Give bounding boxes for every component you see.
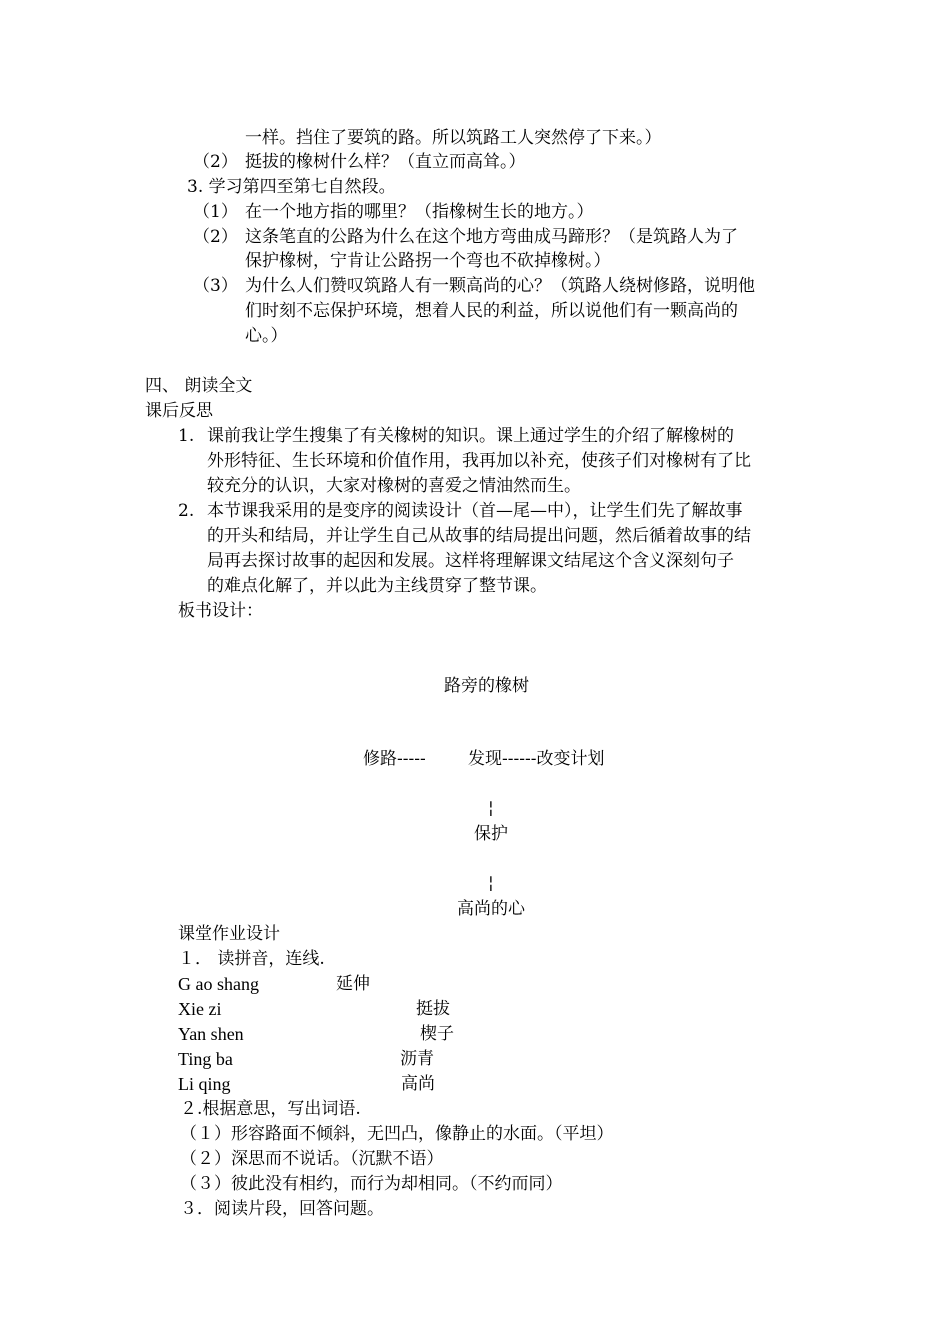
- pinyin-item: Yan shen: [178, 1024, 244, 1044]
- word-item: 高尚: [401, 1074, 435, 1094]
- section-heading: 四、 朗读全文: [145, 376, 253, 396]
- sub-question-number: （1）: [193, 202, 238, 222]
- pinyin-item: G ao shang: [178, 974, 259, 994]
- board-design-label: 板书设计：: [178, 601, 263, 621]
- homework-sub-question: （３）彼此没有相约，而行为却相同。（不约而同）: [180, 1174, 563, 1194]
- word-item: 延伸: [336, 974, 370, 994]
- word-item: 楔子: [420, 1024, 454, 1044]
- reflection-heading: 课后反思: [145, 401, 213, 421]
- reflection-text: 较充分的认识，大家对橡树的喜爱之情油然而生。: [207, 476, 581, 496]
- reflection-number: 2.: [178, 501, 195, 521]
- board-node-build-road: 修路-----: [363, 749, 426, 769]
- reflection-text: 外形特征、生长环境和价值作用，我再加以补充，使孩子们对橡树有了比: [207, 451, 751, 471]
- reflection-text: 的难点化解了，并以此为主线贯穿了整节课。: [207, 576, 547, 596]
- reflection-text: 局再去探讨故事的起因和发展。这样将理解课文结尾这个含义深刻句子: [207, 551, 734, 571]
- sub-question-number: （3）: [193, 276, 238, 296]
- pinyin-item: Ting ba: [178, 1049, 233, 1069]
- word-item: 沥青: [400, 1049, 434, 1069]
- sub-question-number: （2）: [193, 227, 238, 247]
- reflection-text: 课前我让学生搜集了有关橡树的知识。课上通过学生的介绍了解橡树的: [207, 426, 734, 446]
- homework-question: ２.根据意思，写出词语.: [180, 1099, 361, 1119]
- reflection-number: 1.: [178, 426, 195, 446]
- question-number: （2）: [193, 152, 238, 172]
- pinyin-item: Xie zi: [178, 999, 222, 1019]
- reflection-text: 的开头和结局，并让学生自己从故事的结局提出问题，然后循着故事的结: [207, 526, 751, 546]
- homework-heading: 课堂作业设计: [178, 924, 280, 944]
- board-title: 路旁的橡树: [444, 676, 529, 696]
- board-connector: ¦: [488, 873, 494, 893]
- sub-question-text: 心。）: [245, 326, 288, 346]
- homework-question: ３．阅读片段，回答问题。: [180, 1199, 384, 1219]
- pinyin-item: Li qing: [178, 1074, 231, 1094]
- board-node-noble-heart: 高尚的心: [457, 899, 525, 919]
- board-node-discover-change: 发现------改变计划: [468, 749, 605, 769]
- homework-question: １． 读拼音，连线.: [178, 949, 325, 969]
- item-heading: 3. 学习第四至第七自然段。: [187, 177, 396, 197]
- sub-question-text: 们时刻不忘保护环境，想着人民的利益，所以说他们有一颗高尚的: [245, 301, 738, 321]
- question-text: 挺拔的橡树什么样？（直立而高耸。）: [245, 152, 526, 172]
- reflection-text: 本节课我采用的是变序的阅读设计（首—尾—中），让学生们先了解故事: [207, 501, 743, 521]
- word-item: 挺拔: [416, 999, 450, 1019]
- homework-sub-question: （１）形容路面不倾斜，无凹凸，像静止的水面。（平坦）: [180, 1124, 614, 1144]
- continued-answer-line: 一样。挡住了要筑的路。所以筑路工人突然停了下来。）: [245, 128, 662, 148]
- sub-question-text: 为什么人们赞叹筑路人有一颗高尚的心？（筑路人绕树修路，说明他: [245, 276, 755, 296]
- sub-question-text: 这条笔直的公路为什么在这个地方弯曲成马蹄形？（是筑路人为了: [245, 227, 738, 247]
- board-connector: ¦: [488, 798, 494, 818]
- homework-sub-question: （２）深思而不说话。（沉默不语）: [180, 1149, 444, 1169]
- board-node-protect: 保护: [474, 824, 508, 844]
- sub-question-text: 在一个地方指的哪里？（指橡树生长的地方。）: [245, 202, 594, 222]
- sub-question-text: 保护橡树，宁肯让公路拐一个弯也不砍掉橡树。）: [245, 251, 611, 271]
